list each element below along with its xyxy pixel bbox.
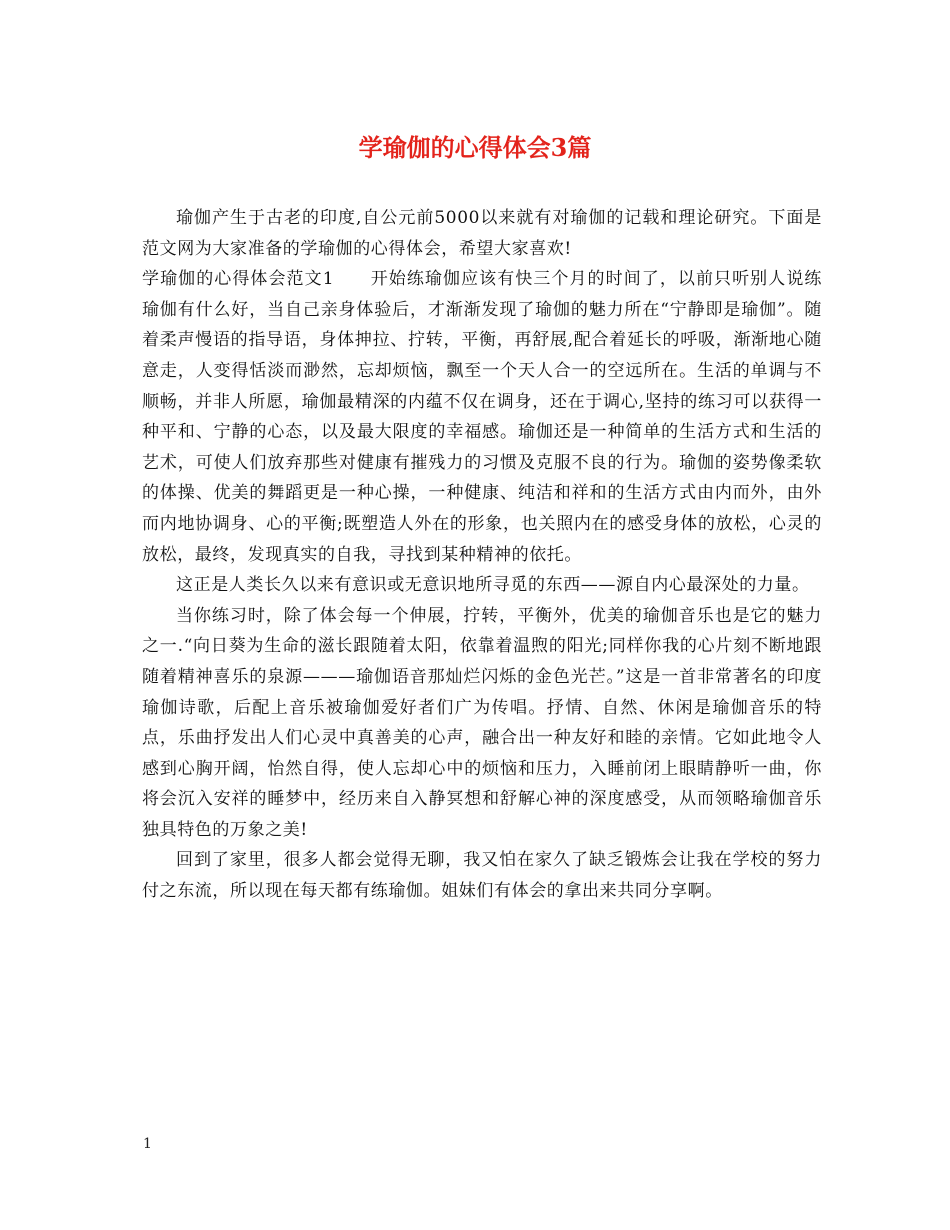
page-number: 1 [143, 1136, 152, 1152]
paragraph-intro: 瑜伽产生于古老的印度,自公元前5000以来就有对瑜伽的记载和理论研究。下面是范文网为大家准备的学瑜伽的心得体会，希望大家喜欢! [142, 208, 822, 259]
paragraph-practice-at-home: 回到了家里，很多人都会觉得无聊，我又怕在家久了缺乏锻炼会让我在学校的努力付之东流，所以现在每天都有练瑜伽。姐妹们有体会的拿出来共同分享啊。 [142, 850, 822, 902]
document-body [142, 203, 822, 907]
paragraph-yoga-music: 当你练习时，除了体会每一个伸展，拧转，平衡外，优美的瑜伽音乐也是它的魅力之一.“向日葵为生命的滋长跟随着太阳，依靠着温煦的阳光;同样你我的心片刻不断地跟随着精神喜乐的泉源———瑜伽语音那灿烂闪烁的金色光芒。”这是一首非常著名的印度瑜伽诗歌，后配上音乐被瑜伽爱好者们广为传唱。抒情、自然、休闲是瑜伽音乐的特点，乐曲抒发出人们心灵中真善美的心声，融合出一种友好和睦的亲情。它如此地令人感到心胸开阔，怡然自得，使人忘却心中的烦恼和压力，入睡前闭上眼睛静听一曲，你将会沉入安祥的睡梦中，经历来自入静冥想和舒解心神的深度感受，从而领略瑜伽音乐独具特色的万象之美! [142, 605, 822, 840]
document-title: 学瑜伽的心得体会3篇 [358, 133, 592, 162]
paragraph-essay-1: 学瑜伽的心得体会范文1 开始练瑜伽应该有快三个月的时间了，以前只听别人说练瑜伽有什么好，当自己亲身体验后，才渐渐发现了瑜伽的魅力所在“宁静即是瑜伽”。随着柔声慢语的指导语，身体抻拉、拧转，平衡，再舒展,配合着延长的呼吸，渐渐地心随意走，人变得恬淡而渺然，忘却烦恼，飘至一个天人合一的空远所在。生活的单调与不顺畅，并非人所愿，瑜伽最精深的内蕴不仅在调身，还在于调心,坚持的练习可以获得一种平和、宁静的心态，以及最大限度的幸福感。瑜伽还是一种简单的生活方式和生活的艺术，可使人们放弃那些对健康有摧残力的习惯及克服不良的行为。瑜伽的姿势像柔软的体操、优美的舞蹈更是一种心操，一种健康、纯洁和祥和的生活方式由内而外，由外而内地协调身、心的平衡;既塑造人外在的形象，也关照内在的感受身体的放松，心灵的放松，最终，发现真实的自我，寻找到某种精神的依托。 [142, 269, 822, 565]
paragraph-inner-strength: 这正是人类长久以来有意识或无意识地所寻觅的东西——源自内心最深处的力量。 [176, 575, 810, 596]
